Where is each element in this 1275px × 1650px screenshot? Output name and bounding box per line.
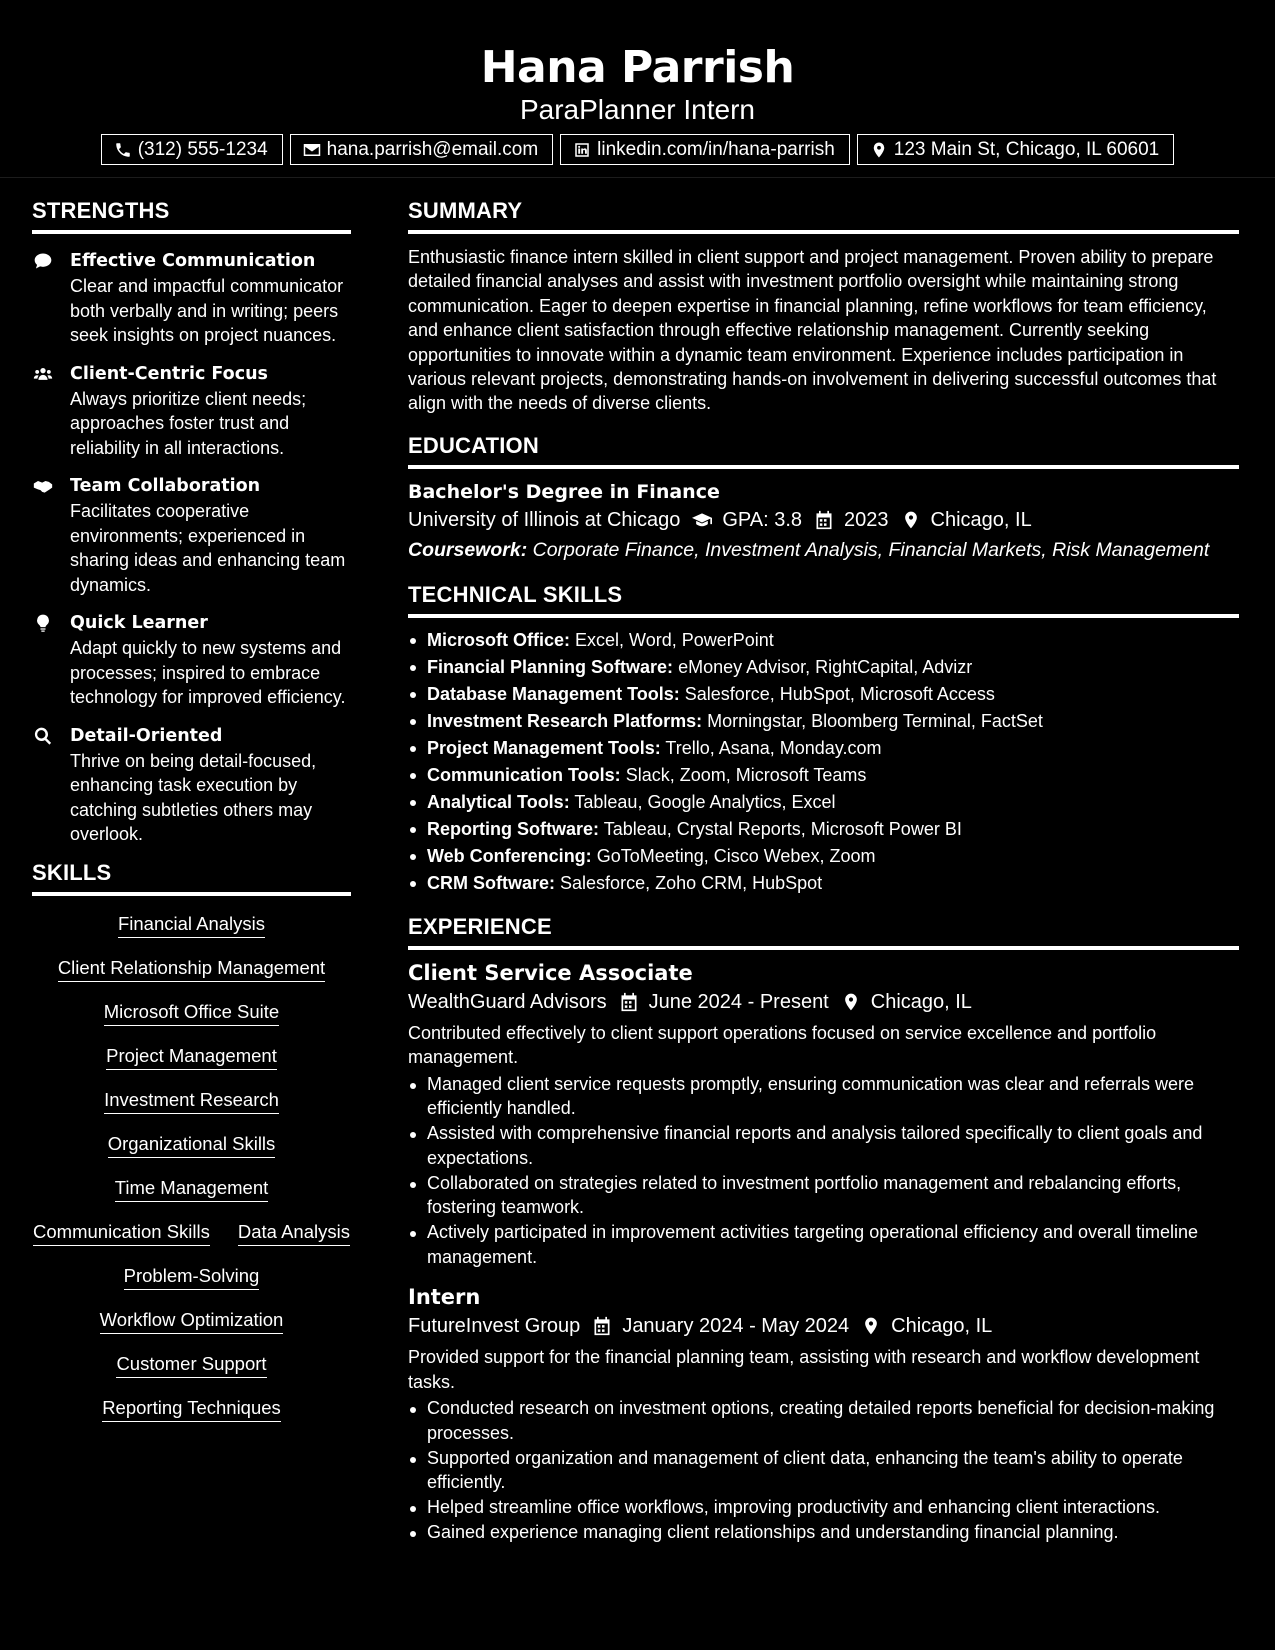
tech-skill-label: Financial Planning Software:: [427, 656, 674, 677]
tech-skill-value: Salesforce, Zoho CRM, HubSpot: [560, 872, 823, 893]
tech-skill-value: GoToMeeting, Cisco Webex, Zoom: [596, 845, 876, 866]
tech-skill-label: Investment Research Platforms:: [427, 710, 703, 731]
skill-tag: Communication Skills: [33, 1221, 210, 1246]
summary-text: Enthusiastic finance intern skilled in client support and project management. Proven ability to prepare detailed financial analyses and assist with investment portfolio oversight while maintaining strong communication. Eager to deepen expertise in financial planning, refine workflows for team efficiency, and enhance client satisfaction through effective relationship management. Currently seeking opportunities to innovate within a dynamic team environment. Experience includes participation in various relevant projects, demonstrating hands-on involvement in delivering successful outcomes that align with the needs of diverse clients.: [408, 247, 1217, 414]
tech-skill-value: Salesforce, HubSpot, Microsoft Access: [684, 683, 995, 704]
technical-skills-list: [408, 627, 1239, 897]
skill-tag: Microsoft Office Suite: [104, 1001, 279, 1026]
users-icon: [32, 364, 54, 384]
skill-tag: Reporting Techniques: [102, 1397, 281, 1422]
job-description: Provided support for the financial planning team, assisting with research and workflow development tasks.: [408, 1347, 1200, 1392]
technical-skills-section: [408, 582, 1239, 897]
education-title: EDUCATION: [408, 433, 1239, 469]
list-item: [408, 654, 1239, 681]
tech-skill-value: Morningstar, Bloomberg Terminal, FactSet: [707, 710, 1043, 731]
list-item: Managed client service requests promptly, ensuring communication was clear and referrals were efficiently handled.: [408, 1072, 1239, 1121]
strength-desc: Always prioritize client needs; approaches foster trust and reliability in all interactions.: [70, 388, 307, 458]
job-bullets: [408, 1072, 1239, 1270]
speech-bubble-icon: [32, 251, 54, 271]
strength-title: Team Collaboration: [70, 476, 261, 496]
tech-skill-label: Database Management Tools:: [427, 683, 680, 704]
skill-tag: Organizational Skills: [108, 1133, 276, 1158]
strength-item: [32, 610, 351, 710]
list-item: [408, 789, 1239, 816]
job-dates: January 2024 - May 2024: [622, 1315, 850, 1338]
job-title: Client Service Associate: [408, 960, 693, 985]
technical-skills-title: TECHNICAL SKILLS: [408, 582, 1239, 618]
degree-name: Bachelor's Degree in Finance: [408, 480, 720, 503]
gpa: GPA: 3.8: [722, 508, 803, 531]
calendar-icon: [814, 510, 834, 530]
company-name: WealthGuard Advisors: [408, 990, 607, 1013]
list-item: [408, 816, 1239, 843]
skill-tag: Customer Support: [116, 1353, 266, 1378]
strength-item: [32, 361, 351, 461]
strength-item: [32, 473, 351, 597]
handshake-icon: [32, 476, 54, 496]
list-item: [408, 627, 1239, 654]
contact-linkedin[interactable]: [560, 134, 850, 165]
strength-item: [32, 248, 351, 348]
job-meta: [408, 987, 1239, 1017]
tech-skill-value: Excel, Word, PowerPoint: [575, 629, 774, 650]
job-bullets: [408, 1396, 1239, 1545]
map-pin-icon: [861, 1316, 881, 1336]
list-item: Conducted research on investment options, creating detailed reports beneficial for decision-making processes.: [408, 1396, 1239, 1445]
map-pin-icon: [841, 992, 861, 1012]
strength-title: Quick Learner: [70, 613, 208, 633]
list-item: Helped streamline office workflows, improving productivity and enhancing client interactions.: [408, 1495, 1239, 1520]
job-dates: June 2024 - Present: [648, 990, 829, 1013]
contact-email-text: hana.parrish@email.com: [326, 138, 539, 160]
experience-section: [408, 914, 1239, 1545]
tech-skill-value: eMoney Advisor, RightCapital, Advizr: [678, 656, 973, 677]
list-item: [408, 843, 1239, 870]
education-section: [408, 433, 1239, 565]
map-pin-icon: [901, 510, 921, 530]
list-item: [408, 708, 1239, 735]
tech-skill-label: Communication Tools:: [427, 764, 621, 785]
calendar-icon: [592, 1316, 612, 1336]
skill-tag: Client Relationship Management: [58, 957, 325, 982]
summary-title: SUMMARY: [408, 198, 1239, 234]
list-item: Collaborated on strategies related to investment portfolio management and rebalancing efforts, fostering teamwork.: [408, 1171, 1239, 1220]
coursework-label: Coursework:: [408, 538, 528, 561]
company-name: FutureInvest Group: [408, 1315, 581, 1338]
contact-address[interactable]: [857, 134, 1174, 165]
resume-header: [0, 0, 1275, 178]
strength-desc: Clear and impactful communicator both verbally and in writing; peers seek insights on project nuances.: [70, 276, 344, 345]
strength-desc: Facilitates cooperative environments; experienced in sharing ideas and enhancing team dynamics.: [70, 501, 346, 595]
education-location: Chicago, IL: [930, 508, 1032, 531]
contact-phone-text: (312) 555-1234: [137, 138, 268, 160]
tech-skill-value: Slack, Zoom, Microsoft Teams: [625, 764, 867, 785]
list-item: [408, 870, 1239, 897]
tech-skill-label: Microsoft Office:: [427, 629, 571, 650]
job-description: Contributed effectively to client support operations focused on service excellence and portfolio management.: [408, 1022, 1157, 1068]
calendar-icon: [619, 992, 639, 1012]
job-location: Chicago, IL: [891, 1315, 993, 1338]
list-item: [408, 762, 1239, 789]
tech-skill-label: Reporting Software:: [427, 818, 600, 839]
contact-email[interactable]: [290, 134, 554, 165]
coursework: [408, 535, 1239, 565]
skill-tag: Data Analysis: [238, 1221, 350, 1246]
strengths-list: [32, 248, 351, 847]
graduation-year: 2023: [844, 508, 889, 531]
strengths-title: STRENGTHS: [32, 198, 351, 234]
contact-phone[interactable]: [101, 134, 283, 165]
strength-desc: Adapt quickly to new systems and processes; inspired to embrace technology for improved efficiency.: [70, 638, 346, 707]
skill-tag: Workflow Optimization: [100, 1309, 284, 1334]
phone-icon: [114, 141, 132, 159]
coursework-list: Corporate Finance, Investment Analysis, Financial Markets, Risk Management: [532, 538, 1210, 561]
skills-title: SKILLS: [32, 860, 351, 896]
list-item: Assisted with comprehensive financial reports and analysis tailored specifically to client goals and expectations.: [408, 1121, 1239, 1170]
strength-item: [32, 723, 351, 847]
tech-skill-value: Tableau, Google Analytics, Excel: [574, 791, 836, 812]
skill-tags: [32, 904, 351, 1432]
job-location: Chicago, IL: [870, 990, 972, 1013]
skill-tag: Project Management: [106, 1045, 277, 1070]
list-item: Gained experience managing client relationships and understanding financial planning.: [408, 1520, 1239, 1545]
tech-skill-label: Analytical Tools:: [427, 791, 570, 812]
tech-skill-value: Tableau, Crystal Reports, Microsoft Power BI: [603, 818, 962, 839]
contact-linkedin-text: linkedin.com/in/hana-parrish: [597, 138, 835, 160]
strength-title: Detail-Oriented: [70, 725, 223, 746]
skill-tag: Time Management: [115, 1177, 269, 1202]
list-item: [408, 681, 1239, 708]
strength-title: Effective Communication: [70, 251, 316, 271]
list-item: Supported organization and management of client data, enhancing the team's ability to operate efficiently.: [408, 1446, 1239, 1495]
tech-skill-value: Trello, Asana, Monday.com: [665, 737, 882, 758]
list-item: Actively participated in improvement activities targeting operational efficiency and overall timeline management.: [408, 1220, 1239, 1269]
strength-desc: Thrive on being detail-focused, enhancing task execution by catching subtleties others may overlook.: [70, 750, 317, 844]
graduation-cap-icon: [692, 510, 712, 530]
skill-tag: Financial Analysis: [118, 913, 265, 938]
lightbulb-icon: [32, 613, 54, 633]
tech-skill-label: Project Management Tools:: [427, 737, 661, 758]
school-name: University of Illinois at Chicago: [408, 508, 681, 531]
education-meta: [408, 505, 1239, 535]
experience-title: EXPERIENCE: [408, 914, 1239, 950]
job-meta: [408, 1311, 1239, 1341]
strength-title: Client-Centric Focus: [70, 363, 268, 384]
left-column: [32, 198, 351, 1432]
linkedin-icon: [573, 141, 591, 159]
magnifier-icon: [32, 726, 54, 746]
job-title: Intern: [408, 1285, 481, 1310]
skill-tag: Investment Research: [104, 1089, 279, 1114]
contact-bar: [0, 134, 1275, 165]
list-item: [408, 735, 1239, 762]
tech-skill-label: Web Conferencing:: [427, 845, 592, 866]
right-column: [408, 198, 1239, 1545]
candidate-name: Hana Parrish: [480, 42, 795, 93]
tech-skill-label: CRM Software:: [427, 872, 556, 893]
contact-address-text: 123 Main St, Chicago, IL 60601: [893, 138, 1160, 160]
candidate-role: ParaPlanner Intern: [519, 94, 756, 125]
envelope-icon: [303, 141, 321, 159]
skill-tag: Problem-Solving: [124, 1265, 260, 1290]
job-entry: [408, 959, 1239, 1270]
job-entry: [408, 1283, 1239, 1545]
map-pin-icon: [870, 141, 888, 159]
